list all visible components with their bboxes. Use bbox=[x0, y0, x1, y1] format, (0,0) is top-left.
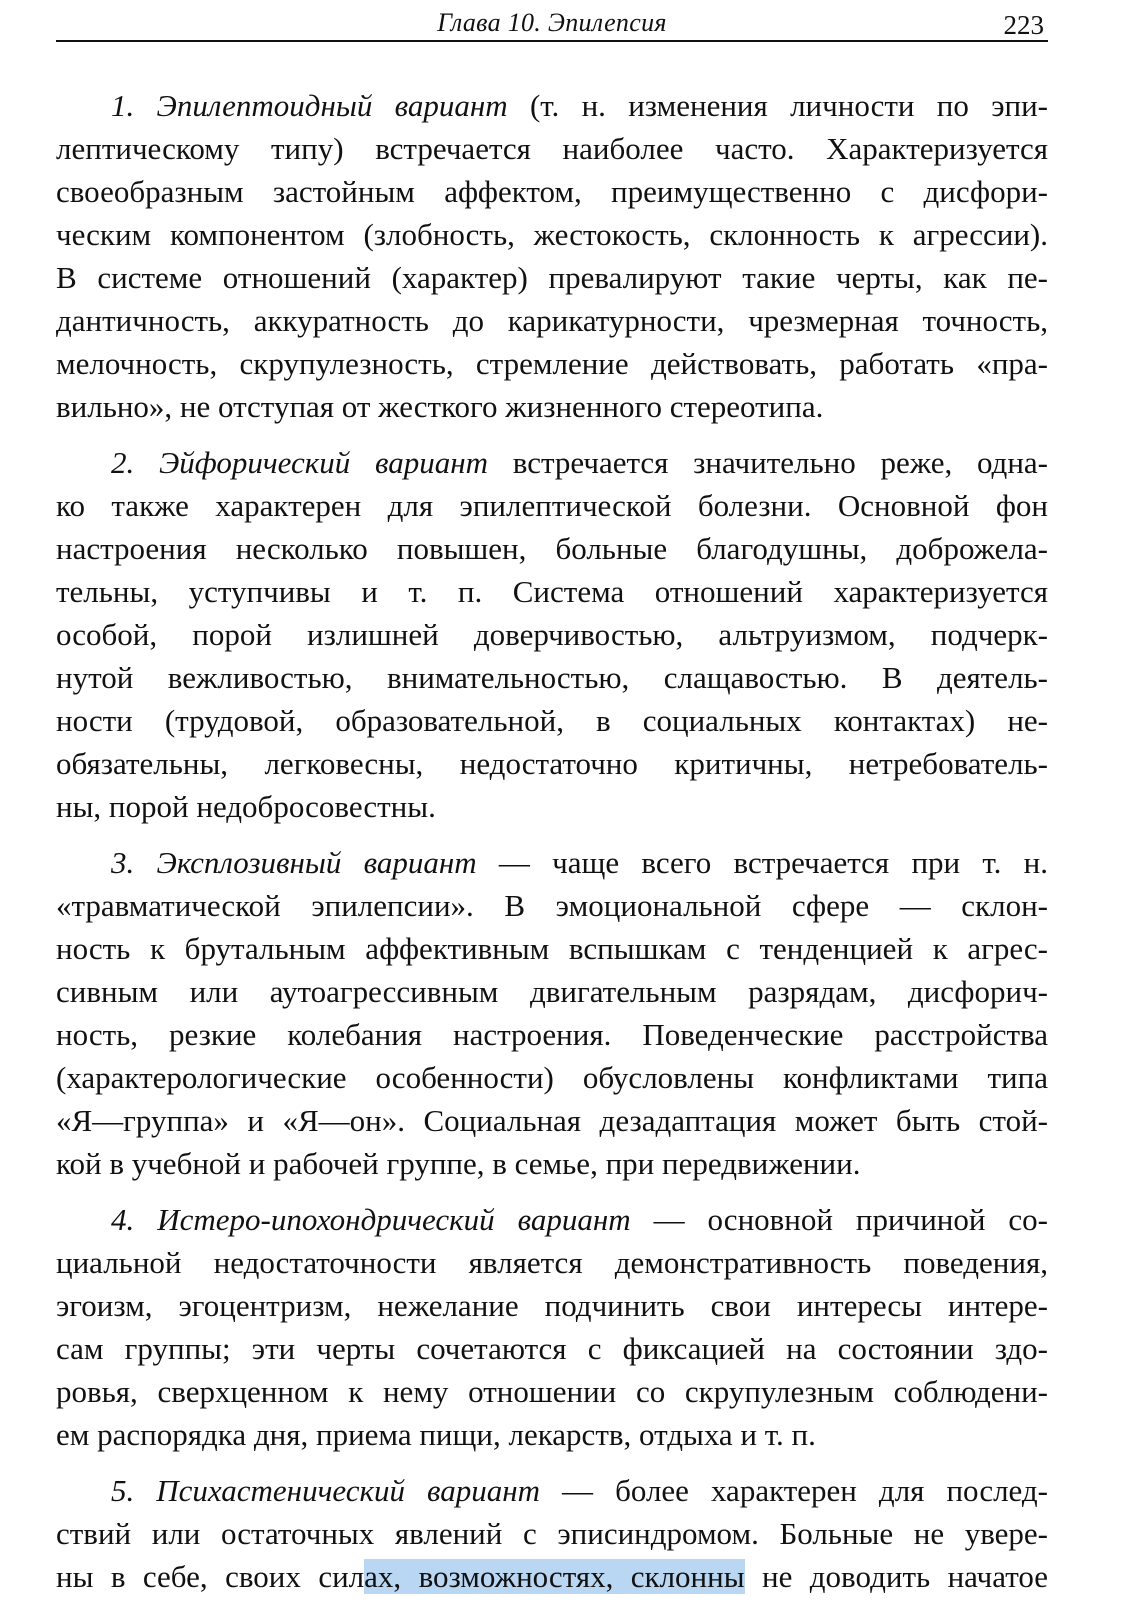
text-line: тельны, уступчивы и т. п. Система отношений характеризуется bbox=[56, 574, 1048, 609]
text-line: ность, резкие колебания настроения. Поведенческие расстройства bbox=[56, 1017, 1048, 1052]
text-line bbox=[56, 1198, 1048, 1241]
text-line: ность к брутальным аффективным вспышкам с тенденцией к агрес- bbox=[56, 931, 1048, 966]
line-text: — более характерен для послед- bbox=[540, 1473, 1048, 1508]
text-line: особой, порой излишней доверчивостью, альтруизмом, подчерк- bbox=[56, 617, 1048, 652]
text-line bbox=[56, 1555, 1048, 1598]
term-heading: 3. Эксплозивный вариант bbox=[111, 845, 477, 880]
line-text: — чаще всего встречается при т. н. bbox=[476, 845, 1048, 880]
text-line: «Я—группа» и «Я—он». Социальная дезадаптация может быть стой- bbox=[56, 1103, 1048, 1138]
paragraph-explosive bbox=[56, 841, 1048, 1185]
text-line: ческим компонентом (злобность, жестокость, склонность к агрессии). bbox=[56, 217, 1048, 252]
text-line: сам группы; эти черты сочетаются с фиксацией на состоянии здо- bbox=[56, 1331, 1048, 1366]
page-number: 223 bbox=[1003, 10, 1044, 40]
text-selection-highlight[interactable]: ах, возможностях, склонны bbox=[364, 1559, 745, 1594]
paragraph-euphoric bbox=[56, 441, 1048, 828]
text-line: лептическому типу) встречается наиболее часто. Характеризуется bbox=[56, 131, 1048, 166]
text-line: настроения несколько повышен, больные благодушны, доброжела- bbox=[56, 531, 1048, 566]
term-heading: 1. Эпилептоидный вариант bbox=[111, 88, 508, 123]
text-line: эгоизм, эгоцентризм, нежелание подчинить свои интересы интере- bbox=[56, 1288, 1048, 1323]
running-header bbox=[56, 4, 1048, 42]
line-text: ны в себе, своих сил bbox=[56, 1559, 365, 1594]
text-line bbox=[56, 84, 1048, 127]
text-line: ко также характерен для эпилептической болезни. Основной фон bbox=[56, 488, 1048, 523]
line-text: встречается значительно реже, одна- bbox=[488, 445, 1048, 480]
text-line: циальной недостаточности является демонстративность поведения, bbox=[56, 1245, 1048, 1280]
term-heading: 2. Эйфорический вариант bbox=[111, 445, 489, 480]
text-line: ности (трудовой, образовательной, в социальных контактах) не- bbox=[56, 703, 1048, 738]
text-line bbox=[56, 841, 1048, 884]
paragraph-psychasthenic bbox=[56, 1469, 1048, 1598]
text-line bbox=[56, 441, 1048, 484]
line-text: (т. н. изменения личности по эпи- bbox=[507, 88, 1048, 123]
line-text: — основной причиной со- bbox=[630, 1202, 1048, 1237]
text-line: В системе отношений (характер) превалируют такие черты, как пе- bbox=[56, 260, 1048, 295]
text-line: нутой вежливостью, внимательностью, слащавостью. В деятель- bbox=[56, 660, 1048, 695]
paragraph-hystero-hypochondriac bbox=[56, 1198, 1048, 1456]
line-text: не доводить начатое bbox=[744, 1559, 1048, 1594]
text-line: (характерологические особенности) обусловлены конфликтами типа bbox=[56, 1060, 1048, 1095]
paragraph-epileptoid bbox=[56, 84, 1048, 428]
text-line: ны, порой недобросовестны. bbox=[56, 789, 436, 824]
text-line bbox=[56, 1469, 1048, 1512]
text-line: своеобразным застойным аффектом, преимущественно с дисфори- bbox=[56, 174, 1048, 209]
text-line: сивным или аутоагрессивным двигательным разрядам, дисфорич- bbox=[56, 974, 1048, 1009]
chapter-title: Глава 10. Эпилепсия bbox=[437, 8, 667, 37]
text-line: дантичность, аккуратность до карикатурности, чрезмерная точность, bbox=[56, 303, 1048, 338]
text-line: ем распорядка дня, приема пищи, лекарств, отдыха и т. п. bbox=[56, 1417, 816, 1452]
term-heading: 4. Истеро-ипохондрический вариант bbox=[111, 1202, 631, 1237]
text-line: обязательны, легковесны, недостаточно критичны, нетребователь- bbox=[56, 746, 1048, 781]
text-line: ствий или остаточных явлений с эписиндромом. Больные не увере- bbox=[56, 1516, 1048, 1551]
text-line: ровья, сверхценном к нему отношении со скрупулезным соблюдени- bbox=[56, 1374, 1048, 1409]
text-line: «травматической эпилепсии». В эмоциональной сфере — склон- bbox=[56, 888, 1048, 923]
text-line: мелочность, скрупулезность, стремление действовать, работать «пра- bbox=[56, 346, 1048, 381]
page-body bbox=[56, 84, 1048, 1611]
text-line: вильно», не отступая от жесткого жизненного стереотипа. bbox=[56, 389, 824, 424]
term-heading: 5. Психастенический вариант bbox=[111, 1473, 541, 1508]
text-line: кой в учебной и рабочей группе, в семье, при передвижении. bbox=[56, 1146, 861, 1181]
